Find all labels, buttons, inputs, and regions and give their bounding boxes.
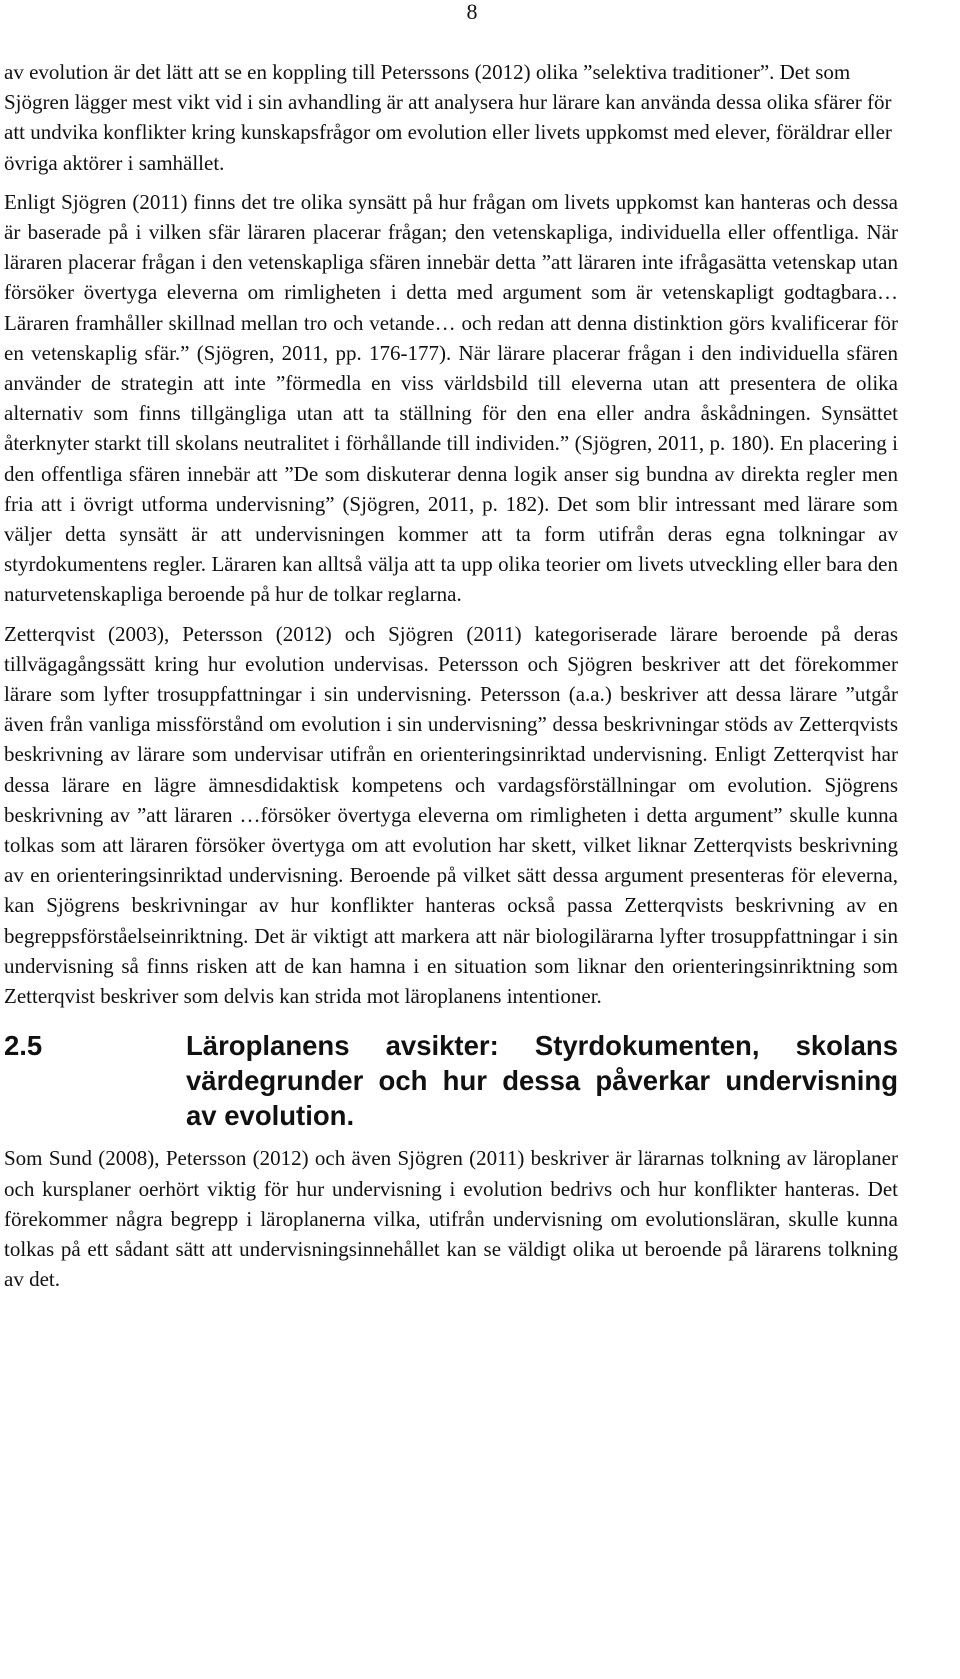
section-heading [4, 1028, 898, 1133]
page-number: 8 [466, 0, 478, 24]
body-paragraph: Enligt Sjögren (2011) finns det tre olika synsätt på hur frågan om livets uppkomst kan hanteras och dessa är baserade på i vilken sfär läraren placerar frågan; den vetenskapliga, individuella eller offentliga. När läraren placerar frågan i den vetenskapliga sfären innebär detta ”att läraren inte ifrågasätta vetenskap utan försöker övertyga eleverna om rimligheten i detta med argument som är vetenskapligt godtagbara… Läraren framhåller skillnad mellan tro och vetande… och redan att denna distinktion görs kvalificerar för en vetenskaplig sfär.” (Sjögren, 2011, pp. 176-177). När lärare placerar frågan i den individuella sfären använder de strategin att inte ”förmedla en viss världsbild till eleverna utan att presentera de olika alternativ som finns tillgängliga utan att ta ställning för den ena eller andra åskådningen. Synsättet återknyter starkt till skolans neutralitet i förhållande till individen.” (Sjögren, 2011, p. 180). En placering i den offentliga sfären innebär att ”De som diskuterar denna logik anser sig bundna av direkta regler men fria att i övrigt utforma undervisning” (Sjögren, 2011, p. 182). Det som blir intressant med lärare som väljer detta synsätt är att undervisningen kommer att ta form utifrån deras egna tolkningar av styrdokumentens regler. Läraren kan alltså välja att ta upp olika teorier om livets utveckling eller bara den naturvetenskapliga beroende på hur de tolkar reglarna. [4, 189, 898, 607]
body-paragraph: Som Sund (2008), Petersson (2012) och även Sjögren (2011) beskriver är lärarnas tolkning av läroplaner och kursplaner oerhört viktig för hur undervisning i evolution bedrivs och hur konflikter hanteras. Det förekommer några begrepp i läroplanerna vilka, utifrån undervisning om evolutionsläran, skulle kunna tolkas på ett sådant sätt att undervisningsinnehållet kan se väldigt olika ut beroende på lärarens tolkning av det. [4, 1146, 898, 1292]
body-paragraph: av evolution är det lätt att se en koppling till Peterssons (2012) olika ”selektiva traditioner”. Det som Sjögren lägger mest vikt vid i sin avhandling är att analysera hur lärare kan använda dessa olika sfärer för att undvika konflikter kring kunskapsfrågor om evolution eller livets uppkomst med elever, föräldrar eller övriga aktörer i samhället. [4, 60, 892, 175]
body-paragraph: Zetterqvist (2003), Petersson (2012) och Sjögren (2011) kategoriserade lärare beroende på deras tillvägagångssätt kring hur evolution undervisas. Petersson och Sjögren beskriver att det förekommer lärare som lyfter trosuppfattningar i sin undervisning. Petersson (a.a.) beskriver att dessa lärare ”utgår även från vanliga missförstånd om evolution i sin undervisning” dessa beskrivningar stöds av Zetterqvists beskrivning av lärare som undervisar utifrån en orienteringsinriktad undervisning. Enligt Zetterqvist har dessa lärare en lägre ämnesdidaktisk kompetens och vardagsförställningar om evolution. Sjögrens beskrivning av ”att läraren …försöker övertyga eleverna om rimligheten i detta argument” skulle kunna tolkas som att läraren försöker övertyga om att evolution har skett, vilket liknar Zetterqvists beskrivning av en orienteringsinriktad undervisning. Beroende på vilket sätt dessa argument presenteras för eleverna, kan Sjögrens beskrivningar av hur konflikter hanteras också passa Zetterqvists beskrivning av en begreppsförståelseinriktning. Det är viktigt att markera att när biologilärarna lyfter trosuppfattningar i sin undervisning så finns risken att de kan hamna i en situation som liknar den orienteringsinriktning som Zetterqvist beskriver som delvis kan strida mot läroplanens intentioner. [4, 621, 898, 1009]
section-number: 2.5 [4, 1030, 43, 1062]
section-title: Läroplanens avsikter: Styrdokumenten, skolans värdegrunder och hur dessa påverkar undervisning av evolution. [186, 1030, 898, 1132]
page-body [4, 57, 898, 1294]
